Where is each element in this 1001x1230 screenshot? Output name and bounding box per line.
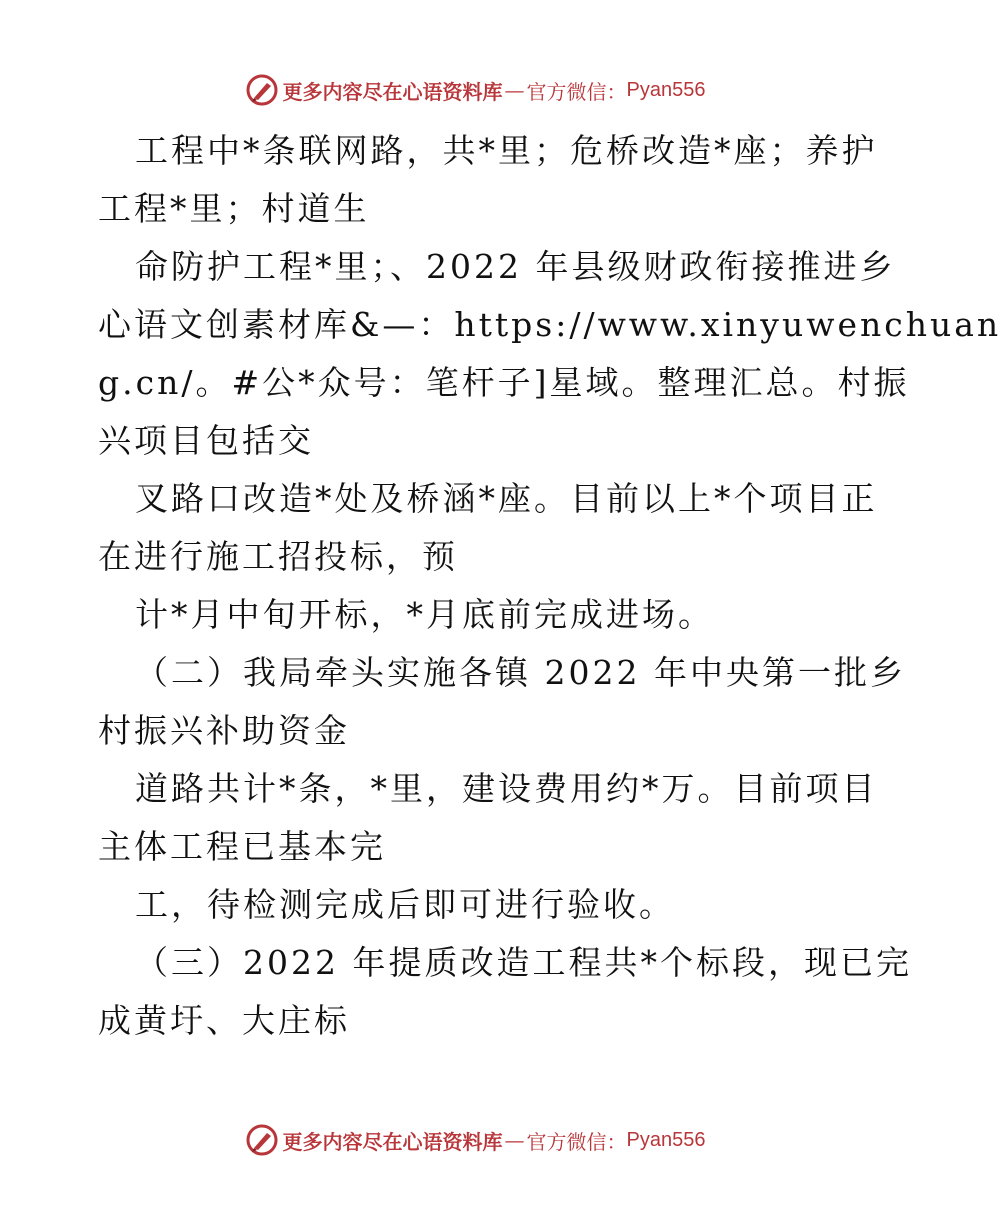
text-line: 工程*里；村道生 — [98, 189, 370, 228]
document-body — [98, 122, 1001, 1050]
text-line: （二）我局牵头实施各镇 2022 年中央第一批乡 — [135, 653, 906, 692]
text-line: 命防护工程*里；、2022 年县级财政衔接推进乡 — [135, 247, 896, 286]
text-line: 主体工程已基本完 — [98, 827, 386, 866]
pen-logo-icon — [245, 73, 279, 107]
footer-watermark — [0, 1120, 950, 1160]
text-line: 工程中*条联网路，共*里；危桥改造*座；养护 — [135, 131, 878, 170]
watermark-text: 更多内容尽在心语资料库 — [282, 1129, 503, 1154]
text-line: （三）2022 年提质改造工程共*个标段，现已完 — [135, 943, 912, 982]
text-line: 村振兴补助资金 — [98, 711, 350, 750]
pen-logo-icon — [245, 1123, 279, 1157]
text-line: 成黄圩、大庄标 — [98, 1001, 350, 1040]
text-line: 叉路口改造*处及桥涵*座。目前以上*个项目正 — [135, 479, 878, 518]
text-line: 道路共计*条，*里，建设费用约*万。目前项目 — [135, 769, 878, 808]
watermark-dash: — — [504, 1128, 525, 1152]
text-line: 计*月中旬开标，*月底前完成进场。 — [135, 595, 714, 634]
watermark-wechat-label: 官方微信： — [526, 1129, 627, 1154]
watermark-wechat-id: Pyan556 — [626, 1128, 706, 1151]
watermark-wechat-id: Pyan556 — [626, 78, 706, 101]
watermark-wechat-label: 官方微信： — [526, 79, 627, 104]
text-line: 在进行施工招投标，预 — [98, 537, 458, 576]
text-line: 工，待检测完成后即可进行验收。 — [135, 885, 675, 924]
text-line: g.cn/。#公*众号：笔杆子]星域。整理汇总。村振 — [98, 363, 910, 402]
watermark-text: 更多内容尽在心语资料库 — [282, 79, 503, 104]
text-line: 兴项目包括交 — [98, 421, 314, 460]
header-watermark — [0, 70, 950, 110]
watermark-dash: — — [504, 78, 525, 102]
text-line: 心语文创素材库&—：https://www.xinyuwenchuan — [98, 305, 1001, 344]
